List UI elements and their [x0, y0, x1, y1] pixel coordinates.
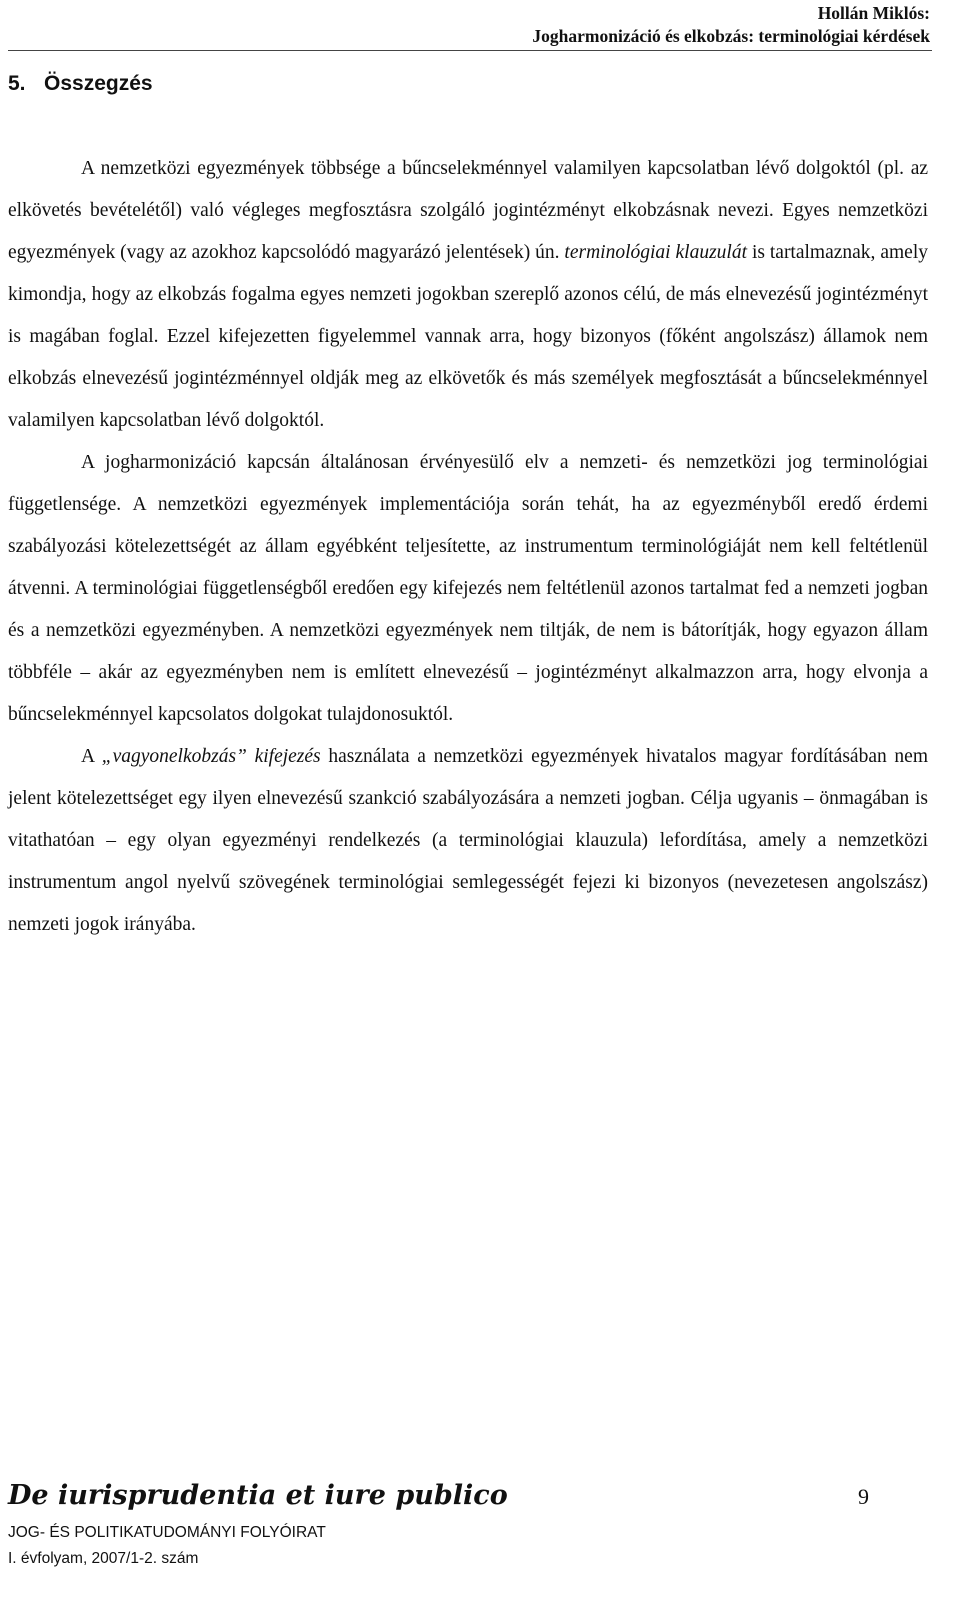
paragraph-3-text-a: A: [81, 746, 102, 767]
paragraph-3-emphasis: „vagyonelkobzás” kifejezés: [101, 746, 321, 767]
body-text: [8, 148, 928, 946]
page-number: 9: [858, 1484, 869, 1509]
paragraph-1-text-b: is tartalmaznak, amely kimondja, hogy az elkobzás fogalma egyes nemzeti jogokban szereplő azonos célú, de más elnevezésű jogintézményt is magában foglal. Ezzel kifejezetten figyelemmel vannak arra, hogy bizonyos (főként angolszász) államok nem elkobzás elnevezésű jogintézménnyel oldják meg az elkövetők és más személyek megfosztását a bűncselekménnyel valamilyen kapcsolatban lévő dolgoktól.: [8, 242, 928, 431]
header-author: Hollán Miklós:: [817, 3, 930, 23]
footer-journal-subtitle: JOG- ÉS POLITIKATUDOMÁNYI FOLYÓIRAT: [8, 1524, 326, 1541]
section-number: 5.: [8, 72, 26, 95]
paragraph-1: [8, 148, 928, 442]
paragraph-3-text-b: használata a nemzetközi egyezmények hivatalos magyar fordításában nem jelent kötelezettséget egy ilyen elnevezésű szankció szabályozására a nemzeti jogban. Célja ugyanis – önmagában is vitathatóan – egy olyan egyezményi rendelkezés (a terminológiai klauzula) lefordítása, amely a nemzetközi instrumentum angol nyelvű szövegének terminológiai semlegességét fejezi ki bizonyos (nevezetesen angolszász) nemzeti jogok irányába.: [8, 746, 928, 935]
header-divider: [8, 50, 932, 51]
paragraph-2: A jogharmonizáció kapcsán általánosan érvényesülő elv a nemzeti- és nemzetközi jog terminológiai függetlensége. A nemzetközi egyezmények implementációja során tehát, ha az egyezményből eredő érdemi szabályozási kötelezettségét az állam egyébként teljesítette, az instrumentum terminológiáját nem kell feltétlenül átvenni. A terminológiai függetlenségből eredően egy kifejezés nem feltétlenül azonos tartalmat fed a nemzeti jogban és a nemzetközi egyezményben. A nemzetközi egyezmények nem tiltják, de nem is bátorítják, hogy egyazon állam többféle – akár az egyezményben nem is említett elnevezésű – jogintézményt alkalmazzon arra, hogy elvonja a bűncselekménnyel kapcsolatos dolgokat tulajdonosuktól.: [8, 452, 928, 725]
section-title: Összegzés: [44, 72, 153, 95]
paragraph-1-emphasis: terminológiai klauzulát: [564, 242, 748, 263]
paragraph-3: [8, 736, 928, 946]
footer-volume: I. évfolyam, 2007/1-2. szám: [8, 1550, 199, 1567]
running-header: [532, 2, 930, 48]
paragraph-1-text-a: A nemzetközi egyezmények többsége a bűncselekménnyel valamilyen kapcsolatban lévő dolgoktól (pl. az elkövetés bevételétől) való végleges megfosztásra szolgáló jogintézményt elkobzásnak nevezi. Egyes nemzetközi egyezmények (vagy az azokhoz kapcsolódó magyarázó jelentések) ún.: [8, 158, 928, 263]
header-title: Jogharmonizáció és elkobzás: terminológiai kérdések: [532, 26, 930, 46]
footer-journal-title: De iurisprudentia et iure publico: [8, 1480, 508, 1511]
section-heading: [8, 70, 153, 98]
